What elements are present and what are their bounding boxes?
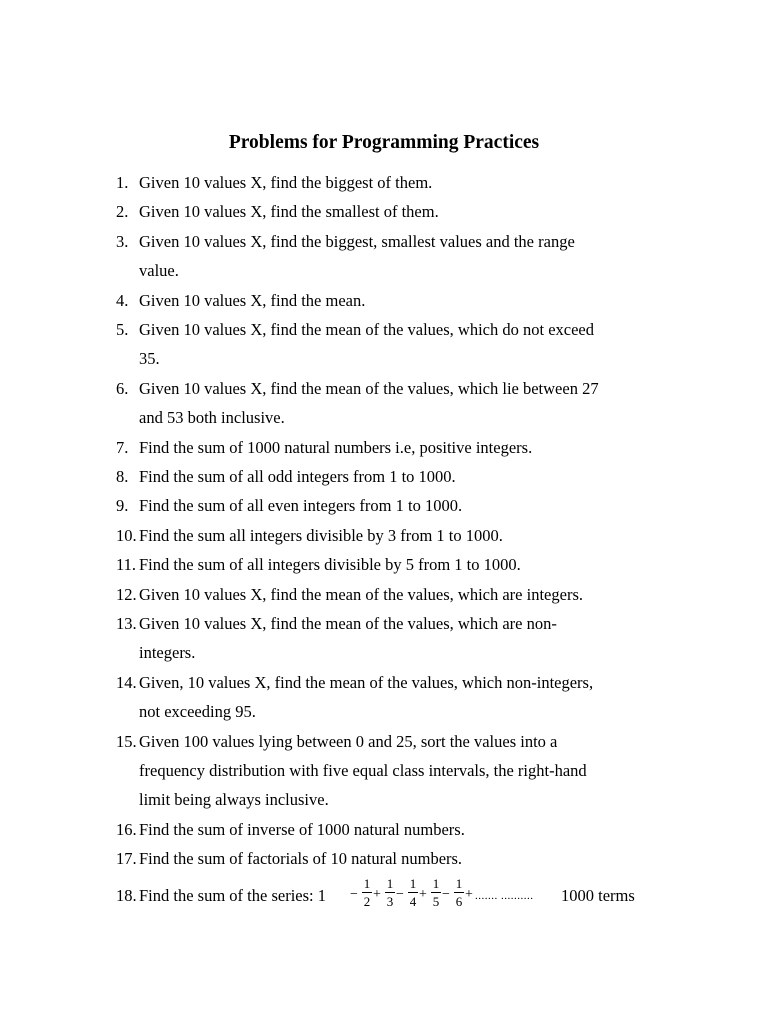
- fraction-numerator: 1: [386, 876, 394, 891]
- problem-text: Given 10 values X, find the biggest, smallest values and the range: [139, 231, 575, 251]
- problem-number: 8.: [116, 467, 129, 486]
- problem-text: Given 100 values lying between 0 and 25, sort the values into a: [139, 731, 558, 751]
- fraction-numerator: 1: [455, 876, 463, 891]
- problem-number: 6.: [116, 378, 129, 398]
- problem-text: Given 10 values X, find the mean.: [139, 290, 366, 310]
- fraction-numerator: 1: [363, 876, 371, 891]
- problem-text: value.: [139, 261, 179, 281]
- problem-number: 16.: [116, 819, 137, 839]
- problem-text: limit being always inclusive.: [139, 790, 329, 810]
- problem-text: Given 10 values X, find the mean of the values, which are integers.: [139, 584, 583, 604]
- problem-text: Find the sum of all integers divisible by 5 from 1 to 1000.: [139, 555, 521, 575]
- fraction-bar: [454, 892, 464, 893]
- problem-text: Find the sum of 1000 natural numbers i.e, positive integers.: [139, 437, 533, 457]
- document-title: Problems for Programming Practices: [228, 132, 540, 153]
- series-suffix: 1000 terms: [561, 886, 635, 905]
- series-fraction: [430, 876, 442, 909]
- problem-text: Given 10 values X, find the mean of the values, which lie between 27: [139, 378, 599, 398]
- fraction-numerator: 1: [409, 876, 417, 891]
- fraction-numerator: 1: [432, 876, 440, 891]
- fraction-bar: [362, 892, 372, 893]
- series-fraction: [361, 876, 373, 909]
- fraction-bar: [431, 892, 441, 893]
- fraction-denominator: 6: [455, 894, 463, 909]
- problem-number: 18.: [116, 886, 137, 905]
- problem-number: 15.: [116, 731, 137, 751]
- problem-text: Given 10 values X, find the smallest of them.: [139, 202, 439, 222]
- problem-text: Given, 10 values X, find the mean of the values, which non-integers,: [139, 672, 594, 692]
- problem-text: Find the sum of inverse of 1000 natural numbers.: [139, 819, 465, 839]
- problem-text: Given 10 values X, find the mean of the values, which do not exceed: [139, 320, 594, 339]
- problem-text: and 53 both inclusive.: [139, 408, 285, 428]
- problem-text: Find the sum all integers divisible by 3 from 1 to 1000.: [139, 525, 503, 545]
- fraction-bar: [385, 892, 395, 893]
- series-operator: +: [419, 887, 427, 902]
- problem-text: frequency distribution with five equal class intervals, the right-hand: [139, 761, 587, 780]
- problem-number: 17.: [116, 849, 137, 869]
- series-fraction: [384, 876, 396, 909]
- problem-text: integers.: [139, 643, 196, 663]
- fraction-denominator: 5: [432, 894, 440, 909]
- fraction-denominator: 3: [386, 894, 394, 909]
- problem-number: 2.: [116, 202, 129, 222]
- problem-number: 3.: [116, 231, 129, 251]
- series-ellipsis: ....... ..........: [475, 890, 534, 902]
- problem-text: Find the sum of all even integers from 1 to 1000.: [139, 496, 463, 516]
- problem-number: 14.: [116, 672, 137, 692]
- series-prefix: Find the sum of the series: 1: [139, 886, 326, 905]
- fraction-denominator: 2: [363, 894, 371, 909]
- problem-text: Find the sum of factorials of 10 natural numbers.: [139, 849, 463, 869]
- series-fraction: [453, 876, 465, 909]
- problem-number: 5.: [116, 320, 129, 339]
- problem-text: Find the sum of all odd integers from 1 to 1000.: [139, 467, 456, 486]
- series-fraction: [407, 876, 419, 909]
- problem-text: Given 10 values X, find the mean of the values, which are non-: [139, 614, 557, 633]
- problem-number: 9.: [116, 496, 129, 516]
- problem-item-18: [0, 876, 768, 920]
- problem-number: 11.: [116, 555, 137, 575]
- problem-number: 7.: [116, 437, 129, 457]
- series-operator: +: [465, 887, 473, 902]
- fraction-bar: [408, 892, 418, 893]
- series-operator: −: [442, 887, 450, 902]
- problem-number: 12.: [116, 584, 137, 604]
- problem-text: not exceeding 95.: [139, 702, 256, 722]
- series-operator: −: [350, 887, 358, 902]
- problem-number: 4.: [116, 290, 129, 310]
- fraction-denominator: 4: [409, 894, 417, 909]
- problem-number: 10.: [116, 525, 137, 545]
- problem-number: 13.: [116, 614, 137, 633]
- problem-number: 1.: [116, 173, 129, 192]
- series-operator: +: [373, 887, 381, 902]
- series-operator: −: [396, 887, 404, 902]
- problem-text: 35.: [139, 349, 160, 369]
- problem-text: Given 10 values X, find the biggest of them.: [139, 173, 433, 192]
